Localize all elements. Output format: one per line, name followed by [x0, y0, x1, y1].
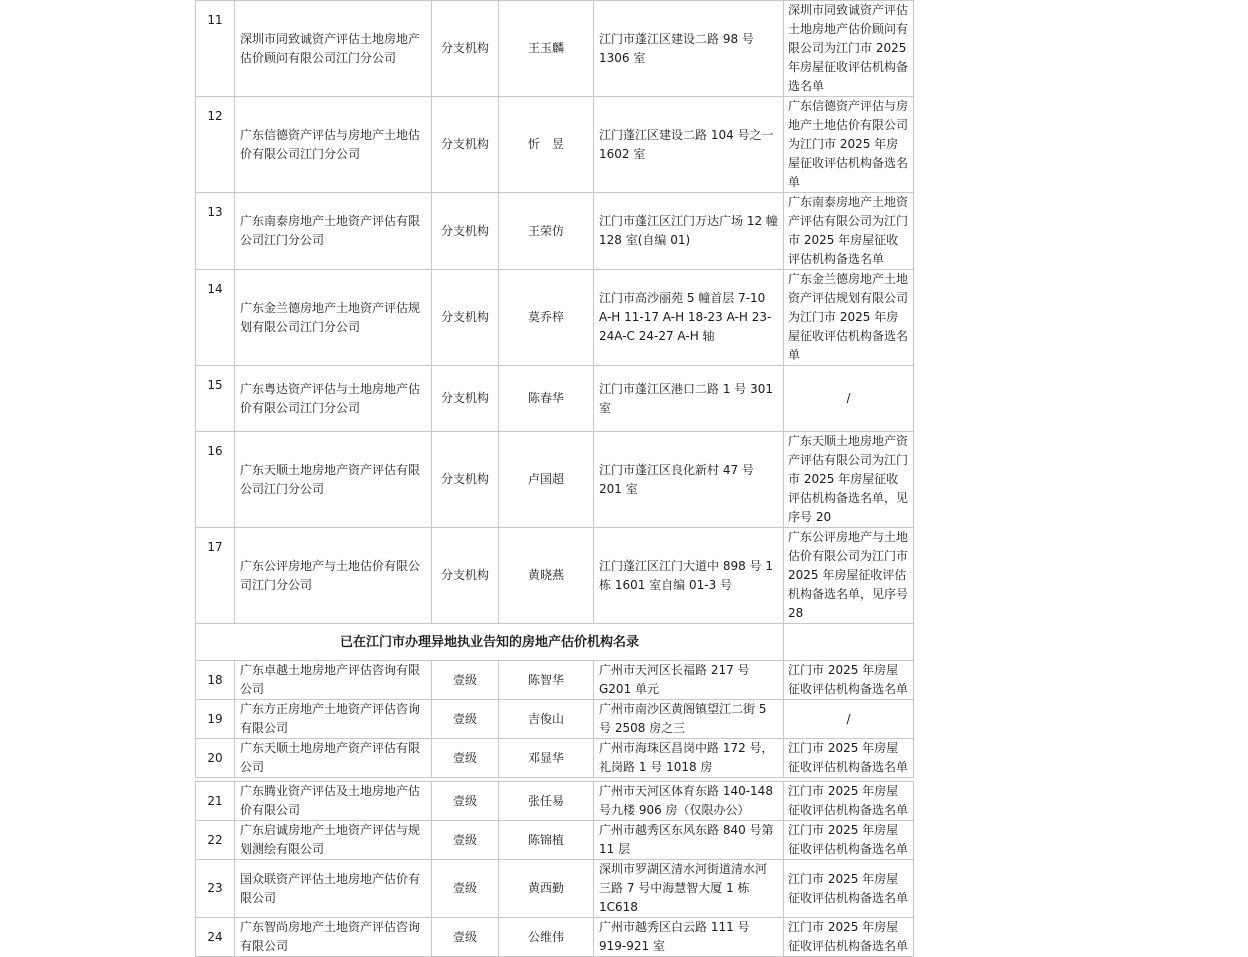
- table-row: [196, 193, 914, 270]
- responsible-person-cell: 公维伟: [499, 918, 594, 957]
- row-number: 18: [196, 661, 235, 700]
- responsible-person-cell: 陈智华: [499, 661, 594, 700]
- table-row: [196, 821, 914, 860]
- address-cell: 广州市越秀区东风东路 840 号第 11 层: [594, 821, 784, 860]
- table-row: [196, 661, 914, 700]
- address-cell: 广州市海珠区昌岗中路 172 号，礼岗路 1 号 1018 房: [594, 739, 784, 778]
- address-cell: 江门市蓬江区江门万达广场 12 幢 128 室(自编 01): [594, 193, 784, 270]
- responsible-person-cell: 卢国超: [499, 432, 594, 528]
- address-cell: 江门蓬江区江门大道中 898 号 1 栋 1601 室自编 01-3 号: [594, 528, 784, 624]
- agency-name-cell: 广东信德资产评估与房地产土地估价有限公司江门分公司: [235, 97, 432, 193]
- row-number: 11: [196, 1, 235, 97]
- agency-name-cell: 广东卓越土地房地产评估咨询有限公司: [235, 661, 432, 700]
- remark-cell: 江门市 2025 年房屋征收评估机构备选名单: [784, 821, 914, 860]
- table-row: [196, 860, 914, 918]
- row-number: 14: [196, 270, 235, 366]
- agency-level-cell: 分支机构: [432, 193, 499, 270]
- table-row: [196, 700, 914, 739]
- address-cell: 广州市南沙区黄阁镇望江二街 5 号 2508 房之三: [594, 700, 784, 739]
- row-number: 21: [196, 782, 235, 821]
- row-number: 23: [196, 860, 235, 918]
- agency-level-cell: 壹级: [432, 739, 499, 778]
- table-row: [196, 97, 914, 193]
- agency-level-cell: 壹级: [432, 860, 499, 918]
- agency-name-cell: 广东粤达资产评估与土地房地产估价有限公司江门分公司: [235, 366, 432, 432]
- agency-name-cell: 广东启诚房地产土地资产评估与规划测绘有限公司: [235, 821, 432, 860]
- table-row: [196, 270, 914, 366]
- document-page: [195, 0, 913, 957]
- remark-cell: /: [784, 366, 914, 432]
- address-cell: 江门市蓬江区港口二路 1 号 301 室: [594, 366, 784, 432]
- appraisal-agency-table: [195, 0, 914, 957]
- agency-name-cell: 广东智尚房地产土地资产评估咨询有限公司: [235, 918, 432, 957]
- remark-cell: 江门市 2025 年房屋征收评估机构备选名单: [784, 782, 914, 821]
- agency-name-cell: 广东方正房地产土地资产评估咨询有限公司: [235, 700, 432, 739]
- address-cell: 深圳市罗湖区清水河街道清水河三路 7 号中海慧智大厦 1 栋 1C618: [594, 860, 784, 918]
- agency-level-cell: 分支机构: [432, 432, 499, 528]
- address-cell: 广州市天河区长福路 217 号 G201 单元: [594, 661, 784, 700]
- table-row: [196, 1, 914, 97]
- address-cell: 江门蓬江区建设二路 104 号之一 1602 室: [594, 97, 784, 193]
- table-row: [196, 432, 914, 528]
- agency-name-cell: 广东腾业资产评估及土地房地产估价有限公司: [235, 782, 432, 821]
- responsible-person-cell: 黄西勤: [499, 860, 594, 918]
- responsible-person-cell: 王荣仿: [499, 193, 594, 270]
- table-row: [196, 366, 914, 432]
- agency-level-cell: 分支机构: [432, 97, 499, 193]
- remark-cell: 广东金兰德房地产土地资产评估规划有限公司为江门市 2025 年房屋征收评估机构备选名单: [784, 270, 914, 366]
- agency-level-cell: 壹级: [432, 700, 499, 739]
- table-row: [196, 528, 914, 624]
- table-row: [196, 918, 914, 957]
- remark-cell: 江门市 2025 年房屋征收评估机构备选名单: [784, 860, 914, 918]
- responsible-person-cell: 邓显华: [499, 739, 594, 778]
- agency-level-cell: 分支机构: [432, 270, 499, 366]
- address-cell: 江门市高沙丽苑 5 幢首层 7-10 A-H 11-17 A-H 18-23 A-H 23-24A-C 24-27 A-H 轴: [594, 270, 784, 366]
- address-cell: 江门市蓬江区良化新村 47 号 201 室: [594, 432, 784, 528]
- remark-cell: 广东天顺土地房地产资产评估有限公司为江门市 2025 年房屋征收评估机构备选名单，见序号 20: [784, 432, 914, 528]
- address-cell: 江门市蓬江区建设二路 98 号 1306 室: [594, 1, 784, 97]
- agency-name-cell: 广东天顺土地房地产资产评估有限公司: [235, 739, 432, 778]
- row-number: 16: [196, 432, 235, 528]
- responsible-person-cell: 莫乔梓: [499, 270, 594, 366]
- remark-cell: 广东公评房地产与土地估价有限公司为江门市 2025 年房屋征收评估机构备选名单，见序号 28: [784, 528, 914, 624]
- row-number: 17: [196, 528, 235, 624]
- responsible-person-cell: 陈锦植: [499, 821, 594, 860]
- row-number: 22: [196, 821, 235, 860]
- agency-level-cell: 壹级: [432, 661, 499, 700]
- agency-level-cell: 壹级: [432, 782, 499, 821]
- remark-cell: 深圳市同致诚资产评估土地房地产估价顾问有限公司为江门市 2025 年房屋征收评估机构备选名单: [784, 1, 914, 97]
- address-cell: 广州市越秀区白云路 111 号 919-921 室: [594, 918, 784, 957]
- agency-level-cell: 壹级: [432, 821, 499, 860]
- row-number: 12: [196, 97, 235, 193]
- agency-level-cell: 分支机构: [432, 528, 499, 624]
- remark-cell: 江门市 2025 年房屋征收评估机构备选名单: [784, 661, 914, 700]
- agency-name-cell: 广东南泰房地产土地资产评估有限公司江门分公司: [235, 193, 432, 270]
- remark-cell: 广东信德资产评估与房地产土地估价有限公司为江门市 2025 年房屋征收评估机构备选名单: [784, 97, 914, 193]
- row-number: 13: [196, 193, 235, 270]
- remark-cell: 广东南泰房地产土地资产评估有限公司为江门市 2025 年房屋征收评估机构备选名单: [784, 193, 914, 270]
- agency-name-cell: 广东天顺土地房地产资产评估有限公司江门分公司: [235, 432, 432, 528]
- responsible-person-cell: 吉俊山: [499, 700, 594, 739]
- agency-level-cell: 壹级: [432, 918, 499, 957]
- address-cell: 广州市天河区体育东路 140-148 号九楼 906 房（仅限办公）: [594, 782, 784, 821]
- responsible-person-cell: 忻 昱: [499, 97, 594, 193]
- agency-level-cell: 分支机构: [432, 1, 499, 97]
- table-row: [196, 739, 914, 778]
- section-heading: 已在江门市办理异地执业告知的房地产估价机构名录: [196, 624, 784, 661]
- agency-name-cell: 国众联资产评估土地房地产估价有限公司: [235, 860, 432, 918]
- table-row: [196, 782, 914, 821]
- row-number: 15: [196, 366, 235, 432]
- responsible-person-cell: 王玉麟: [499, 1, 594, 97]
- row-number: 19: [196, 700, 235, 739]
- remark-cell: 江门市 2025 年房屋征收评估机构备选名单: [784, 918, 914, 957]
- agency-name-cell: 广东金兰德房地产土地资产评估规划有限公司江门分公司: [235, 270, 432, 366]
- responsible-person-cell: 黄晓燕: [499, 528, 594, 624]
- remark-cell: /: [784, 700, 914, 739]
- row-number: 24: [196, 918, 235, 957]
- section-heading-blank: [784, 624, 914, 661]
- responsible-person-cell: 陈春华: [499, 366, 594, 432]
- responsible-person-cell: 张任易: [499, 782, 594, 821]
- agency-name-cell: 广东公评房地产与土地估价有限公司江门分公司: [235, 528, 432, 624]
- agency-name-cell: 深圳市同致诚资产评估土地房地产估价顾问有限公司江门分公司: [235, 1, 432, 97]
- remark-cell: 江门市 2025 年房屋征收评估机构备选名单: [784, 739, 914, 778]
- row-number: 20: [196, 739, 235, 778]
- agency-level-cell: 分支机构: [432, 366, 499, 432]
